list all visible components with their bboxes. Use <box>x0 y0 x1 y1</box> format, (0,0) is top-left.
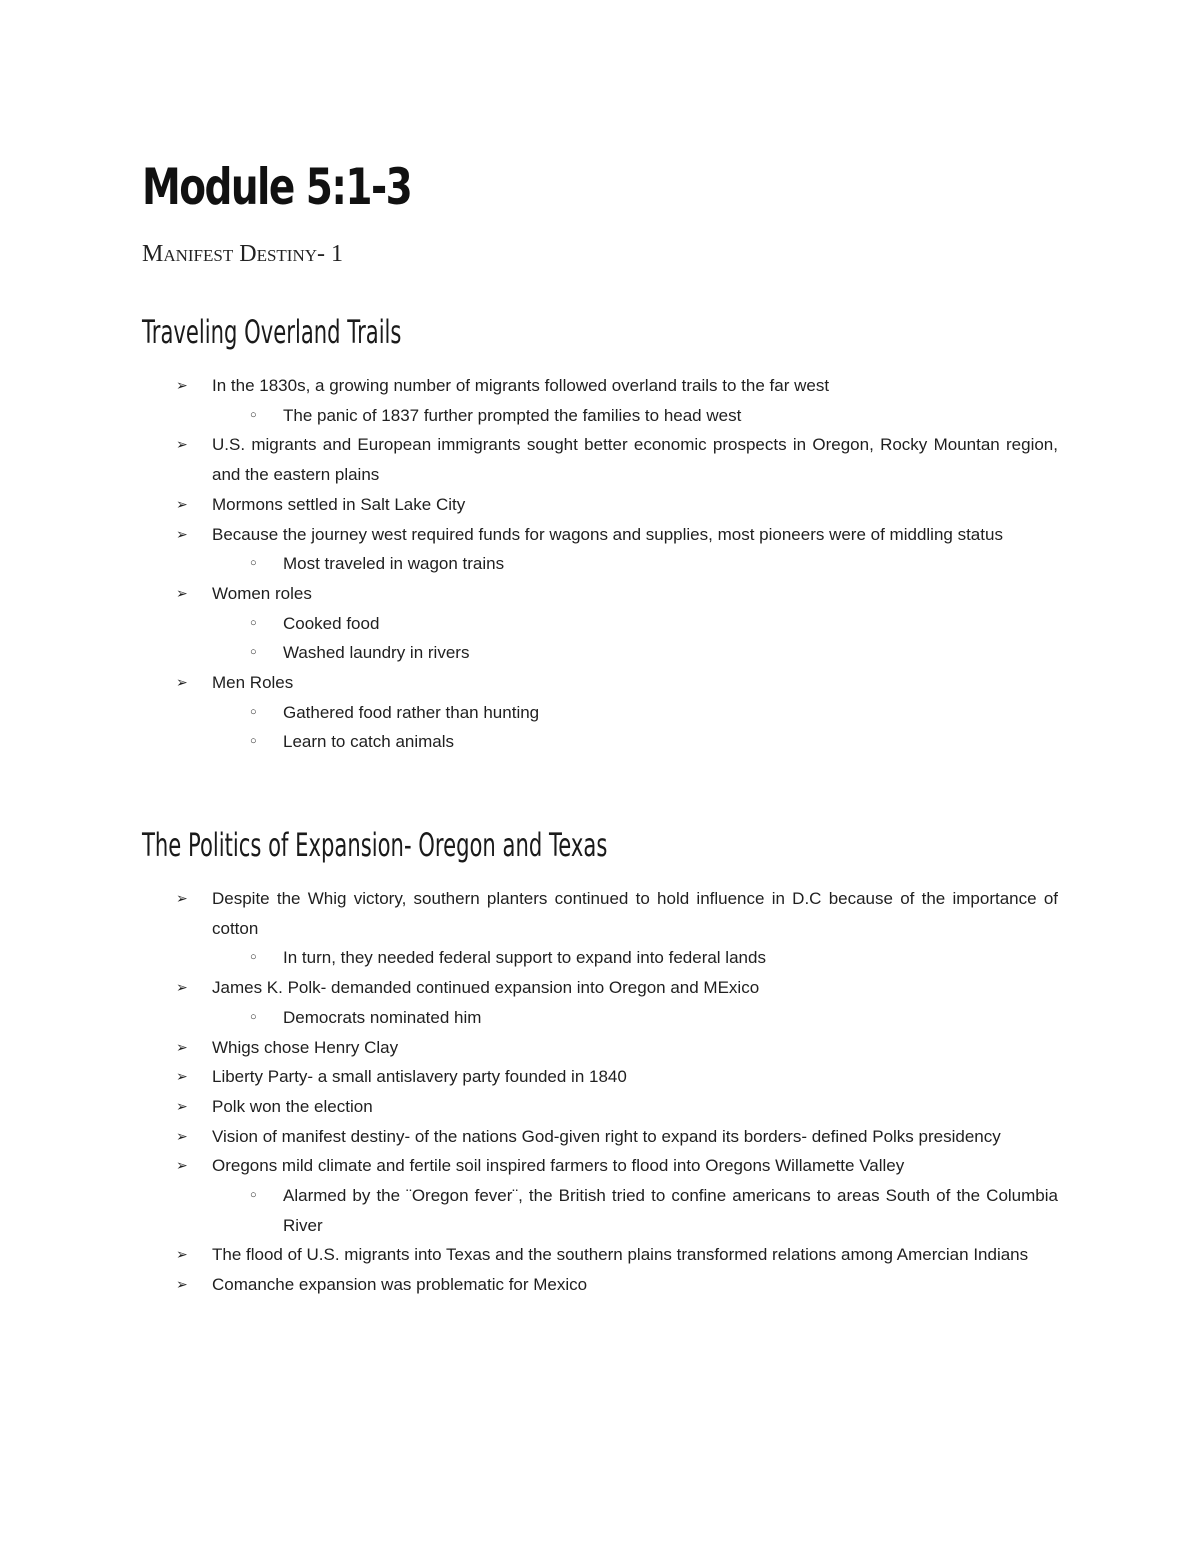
bullet-item <box>0 371 1200 401</box>
arrowhead-bullet-icon: ➢ <box>176 1276 188 1293</box>
bullet-item <box>0 1240 1200 1270</box>
section-heading-politics: The Politics of Expansion- Oregon and Texas <box>142 826 608 864</box>
bullet-item <box>0 1033 1200 1063</box>
bullet-item <box>0 884 1200 943</box>
bullet-text: Oregons mild climate and fertile soil inspired farmers to flood into Oregons Willamette Valley <box>212 1156 905 1176</box>
sub-bullet-item <box>0 1003 1200 1033</box>
bullet-text: The flood of U.S. migrants into Texas and the southern plains transformed relations among Amercian Indians <box>212 1245 1029 1265</box>
arrowhead-bullet-icon: ➢ <box>176 1127 188 1144</box>
bullet-item <box>0 430 1200 489</box>
bullet-text: U.S. migrants and European immigrants sought better economic prospects in Oregon, Rocky Mountan region, and the eastern plains <box>212 435 1058 485</box>
bullet-text: Vision of manifest destiny- of the nations God-given right to expand its borders- defined Polks presidency <box>212 1126 1001 1146</box>
arrowhead-bullet-icon: ➢ <box>176 1038 188 1055</box>
arrowhead-bullet-icon: ➢ <box>176 584 188 601</box>
bullet-item <box>0 579 1200 609</box>
section-list-traveling <box>0 371 1200 757</box>
bullet-text: Women roles <box>212 583 312 603</box>
circle-bullet-icon: ○ <box>250 951 257 964</box>
arrowhead-bullet-icon: ➢ <box>176 436 188 453</box>
bullet-text: Learn to catch animals <box>283 732 455 752</box>
bullet-text: Washed laundry in rivers <box>283 643 470 663</box>
document-title: Module 5:1-3 <box>142 158 412 216</box>
arrowhead-bullet-icon: ➢ <box>176 1097 188 1114</box>
circle-bullet-icon: ○ <box>250 408 257 421</box>
arrowhead-bullet-icon: ➢ <box>176 979 188 996</box>
bullet-item <box>0 490 1200 520</box>
bullet-text: Liberty Party- a small antislavery party founded in 1840 <box>212 1067 627 1087</box>
circle-bullet-icon: ○ <box>250 1189 257 1202</box>
arrowhead-bullet-icon: ➢ <box>176 495 188 512</box>
bullet-text: Most traveled in wagon trains <box>283 554 505 574</box>
bullet-text: Whigs chose Henry Clay <box>212 1037 399 1057</box>
bullet-text: Men Roles <box>212 673 294 693</box>
bullet-item <box>0 1122 1200 1152</box>
arrowhead-bullet-icon: ➢ <box>176 674 188 691</box>
bullet-text: Democrats nominated him <box>283 1007 482 1027</box>
circle-bullet-icon: ○ <box>250 705 257 718</box>
bullet-text: Mormons settled in Salt Lake City <box>212 494 466 514</box>
sub-bullet-item <box>0 698 1200 728</box>
circle-bullet-icon: ○ <box>250 557 257 570</box>
arrowhead-bullet-icon: ➢ <box>176 1068 188 1085</box>
arrowhead-bullet-icon: ➢ <box>176 1246 188 1263</box>
arrowhead-bullet-icon: ➢ <box>176 890 188 906</box>
bullet-text: In the 1830s, a growing number of migrants followed overland trails to the far west <box>212 376 830 395</box>
sub-bullet-item <box>0 609 1200 639</box>
arrowhead-bullet-icon: ➢ <box>176 1157 188 1174</box>
bullet-text: James K. Polk- demanded continued expansion into Oregon and MExico <box>212 978 760 998</box>
arrowhead-bullet-icon: ➢ <box>176 377 188 393</box>
section-heading-traveling: Traveling Overland Trails <box>142 313 402 351</box>
sub-bullet-item <box>0 1181 1200 1240</box>
sub-bullet-item <box>0 727 1200 757</box>
bullet-text: In turn, they needed federal support to expand into federal lands <box>283 948 766 968</box>
bullet-text: Despite the Whig victory, southern planters continued to hold influence in D.C because of the importance of cotton <box>212 889 1058 938</box>
bullet-text: Comanche expansion was problematic for Mexico <box>212 1275 588 1295</box>
circle-bullet-icon: ○ <box>250 1010 257 1023</box>
bullet-item <box>0 520 1200 550</box>
bullet-text: The panic of 1837 further prompted the families to head west <box>283 405 742 425</box>
bullet-text: Cooked food <box>283 613 380 633</box>
circle-bullet-icon: ○ <box>250 646 257 659</box>
bullet-item <box>0 973 1200 1003</box>
sub-bullet-item <box>0 549 1200 579</box>
bullet-text: Alarmed by the ¨Oregon fever¨, the British tried to confine americans to areas South of the Columbia River <box>283 1186 1058 1235</box>
bullet-item <box>0 1092 1200 1122</box>
circle-bullet-icon: ○ <box>250 616 257 629</box>
section-list-politics <box>0 884 1200 1300</box>
bullet-text: Because the journey west required funds for wagons and supplies, most pioneers were of middling status <box>212 524 1003 544</box>
sub-bullet-item <box>0 638 1200 668</box>
bullet-item <box>0 1270 1200 1300</box>
bullet-item <box>0 1151 1200 1181</box>
arrowhead-bullet-icon: ➢ <box>176 525 188 542</box>
sub-bullet-item <box>0 401 1200 431</box>
sub-bullet-item <box>0 943 1200 973</box>
bullet-item <box>0 1062 1200 1092</box>
bullet-text: Polk won the election <box>212 1096 373 1116</box>
circle-bullet-icon: ○ <box>250 735 257 748</box>
bullet-text: Gathered food rather than hunting <box>283 702 540 722</box>
document-subtitle: Manifest Destiny- 1 <box>142 241 343 267</box>
bullet-item <box>0 668 1200 698</box>
